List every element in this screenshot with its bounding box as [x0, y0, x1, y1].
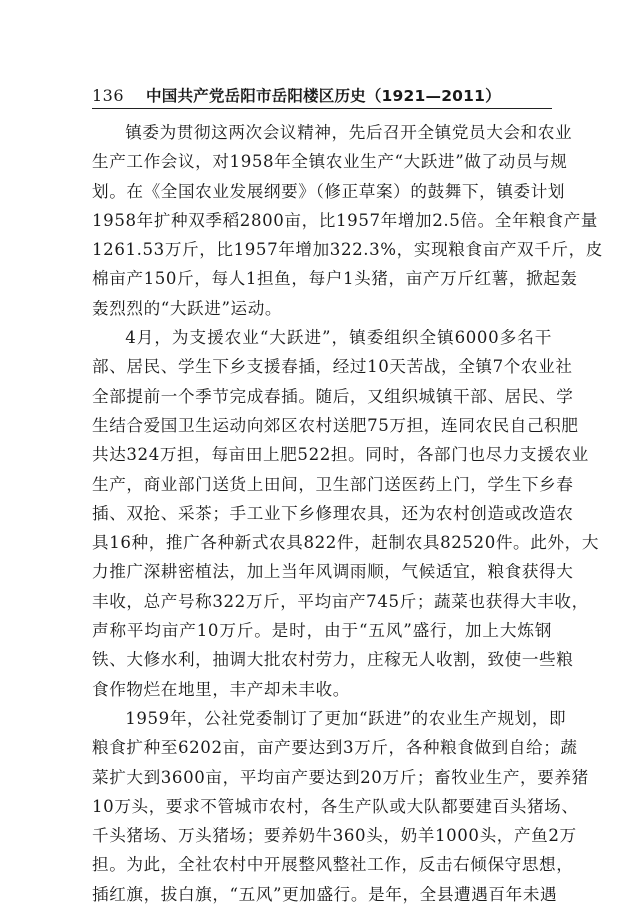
page-header	[92, 80, 552, 106]
text-line: 插红旗，拔白旗，“五风”更加盛行。是年，全县遭遇百年未遇	[92, 884, 558, 904]
text-line: 生结合爱国卫生运动向郊区农村送肥75万担，连同农民自己积肥	[92, 415, 579, 435]
text-line: 铁、大修水利，抽调大批农村劳力，庄稼无人收割，致使一些粮	[92, 650, 574, 670]
text-line: 声称平均亩产10万斤。是时，由于“五风”盛行，加上大炼钢	[92, 621, 552, 641]
text-line: 轰烈烈的“大跃进”运动。	[92, 298, 283, 318]
text-line: 粮食扩种至6202亩，亩产要达到3万斤，各种粮食做到自给；蔬	[92, 738, 578, 758]
text-line: 力推广深耕密植法，加上当年风调雨顺，气候适宜，粮食获得大	[92, 562, 574, 582]
text-line: 1959年，公社党委制订了更加“跃进”的农业生产规划，即	[125, 708, 567, 728]
text-line: 共达324万担，每亩田上肥522担。同时，各部门也尽力支援农业	[92, 445, 589, 465]
text-line: 10万头，要求不管城市农村，各生产队或大队都要建百头猪场、	[92, 796, 579, 816]
paragraph-1	[92, 118, 604, 323]
text-line: 食作物烂在地里，丰产却未丰收。	[92, 679, 350, 699]
paragraph-3	[92, 704, 589, 909]
text-line: 生产工作会议，对1958年全镇农业生产“大跃进”做了动员与规	[92, 152, 568, 172]
header-rule	[92, 108, 552, 109]
body-text	[92, 118, 604, 909]
running-title: 中国共产党岳阳市岳阳楼区历史（1921—2011）	[146, 87, 501, 105]
text-line: 丰收，总产号称322万斤，平均亩产745斤；蔬菜也获得大丰收，	[92, 591, 589, 611]
text-line: 千头猪场、万头猪场；要养奶牛360头，奶羊1000头，产鱼2万	[92, 826, 577, 846]
text-line: 镇委为贯彻这两次会议精神，先后召开全镇党员大会和农业	[125, 123, 573, 142]
paragraph-2	[92, 323, 600, 704]
text-line: 具16种，推广各种新式农具822件，赶制农具82520件。此外，大	[92, 533, 600, 553]
text-line: 担。为此，全社农村中开展整风整社工作，反击右倾保守思想，	[92, 855, 574, 875]
text-line: 菜扩大到3600亩，平均亩产要达到20万斤；畜牧业生产，要养猪	[92, 767, 589, 787]
text-line: 生产，商业部门送货上田间，卫生部门送医药上门，学生下乡春	[92, 474, 574, 494]
text-line: 部、居民、学生下乡支援春插，经过10天苦战，全镇7个农业社	[92, 357, 573, 377]
text-line: 划。在《全国农业发展纲要》（修正草案）的鼓舞下，镇委计划	[92, 181, 566, 201]
text-line: 1958年扩种双季稻2800亩，比1957年增加2.5倍。全年粮食产量	[92, 210, 598, 230]
text-line: 1261.53万斤，比1957年增加322.3%，实现粮食亩产双千斤，皮	[92, 240, 604, 260]
page-number: 136	[92, 86, 125, 105]
text-line: 4月，为支援农业“大跃进”，镇委组织全镇6000多名干	[125, 328, 552, 348]
text-line: 全部提前一个季节完成春插。随后，又组织城镇干部、居民、学	[92, 386, 574, 406]
text-line: 插、双抢、采茶；手工业下乡修理农具，还为农村创造或改造农	[92, 503, 574, 523]
text-line: 棉亩产150斤，每人1担鱼，每户1头猪，亩产万斤红薯，掀起轰	[92, 269, 578, 289]
